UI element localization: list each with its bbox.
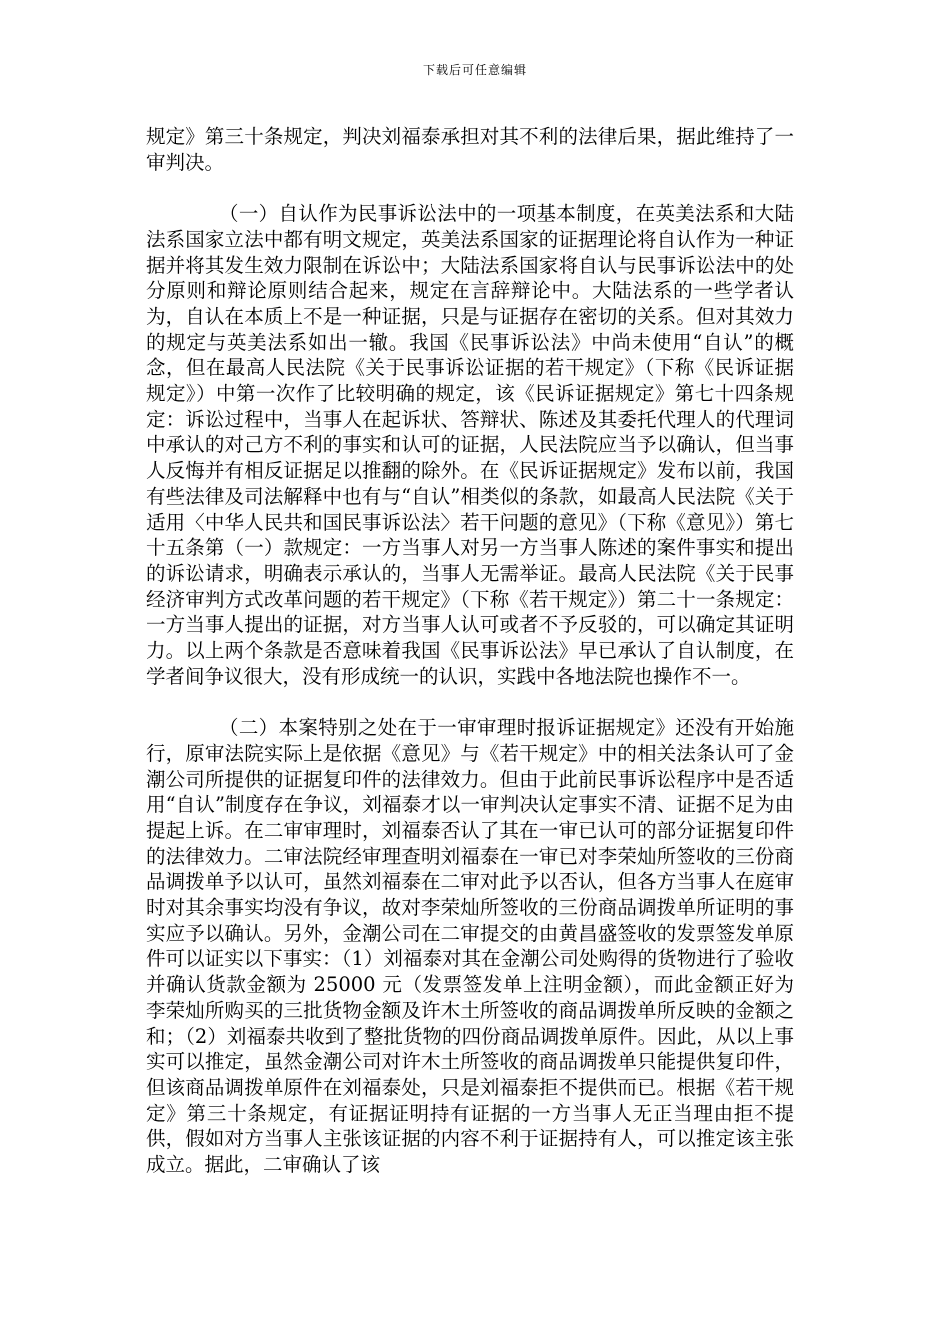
paragraph-section-1: （一）自认作为民事诉讼法中的一项基本制度，在英美法系和大陆法系国家立法中都有明文规定，英美法系国家的证据理论将自认作为一种证据并将其发生效力限制在诉讼中；大陆法系国家将自认与民事诉讼法中的处分原则和辩论原则结合起来，规定在言辞辩论中。大陆法系的一些学者认为，自认在本质上不是一种证据，只是与证据存在密切的关系。但对其效力的规定与英美法系如出一辙。我国《民事诉讼法》中尚未使用“自认”的概念，但在最高人民法院《关于民事诉讼证据的若干规定》（下称《民诉证据规定》）中第一次作了比较明确的规定，该《民诉证据规定》第七十四条规定：诉讼过程中，当事人在起诉状、答辩状、陈述及其委托代理人的代理词中承认的对己方不利的事实和认可的证据，人民法院应当予以确认，但当事人反悔并有相反证据足以推翻的除外。在《民诉证据规定》发布以前，我国有些法律及司法解释中也有与“自认”相类似的条款，如最高人民法院《关于适用〈中华人民共和国民事诉讼法〉若干问题的意见》（下称《意见》）第七十五条第（一）款规定：一方当事人对另一方当事人陈述的案件事实和提出的诉讼请求，明确表示承认的，当事人无需举证。最高人民法院《关于民事经济审判方式改革问题的若干规定》（下称《若干规定》）第二十一条规定：一方当事人提出的证据，对方当事人认可或者不予反驳的，可以确定其证明力。以上两个条款是否意味着我国《民事诉讼法》早已承认了自认制度，在学者间争议很大，没有形成统一的认识，实践中各地法院也操作不一。 xyxy=(146,202,794,688)
document-body xyxy=(146,124,794,1178)
page-header: 下载后可任意编辑 xyxy=(422,63,527,77)
paragraph-gap xyxy=(146,175,794,201)
paragraph-section-2: （二）本案特别之处在于一审审理时报诉证据规定》还没有开始施行，原审法院实际上是依据《意见》与《若干规定》中的相关法条认可了金潮公司所提供的证据复印件的法律效力。但由于此前民事诉讼程序中是否适用“自认”制度存在争议，刘福泰才以一审判决认定事实不清、证据不足为由提起上诉。在二审审理时，刘福泰否认了其在一审已认可的部分证据复印件的法律效力。二审法院经审理查明刘福泰在一审已对李荣灿所签收的三份商品调拨单予以认可，虽然刘福泰在二审对此予以否认，但各方当事人在庭审时对其余事实均没有争议，故对李荣灿所签收的三份商品调拨单所证明的事实应予以确认。另外，金潮公司在二审提交的由黄昌盛签收的发票签发单原件可以证实以下事实：（1）刘福泰对其在金潮公司处购得的货物进行了验收并确认货款金额为 25000 元（发票签发单上注明金额），而此金额正好为李荣灿所购买的三批货物金额及许木土所签收的商品调拨单所反映的金额之和；（2）刘福泰共收到了整批货物的四份商品调拨单原件。因此，从以上事实可以推定，虽然金潮公司对许木土所签收的商品调拨单只能提供复印件，但该商品调拨单原件在刘福泰处，只是刘福泰拒不提供而已。根据《若干规定》第三十条规定，有证据证明持有证据的一方当事人无正当理由拒不提供，假如对方当事人主张该证据的内容不利于证据持有人，可以推定该主张成立。据此，二审确认了该 xyxy=(146,716,794,1177)
paragraph-gap xyxy=(146,689,794,715)
paragraph-continuation: 规定》第三十条规定，判决刘福泰承担对其不利的法律后果，据此维持了一审判决。 xyxy=(146,125,794,174)
